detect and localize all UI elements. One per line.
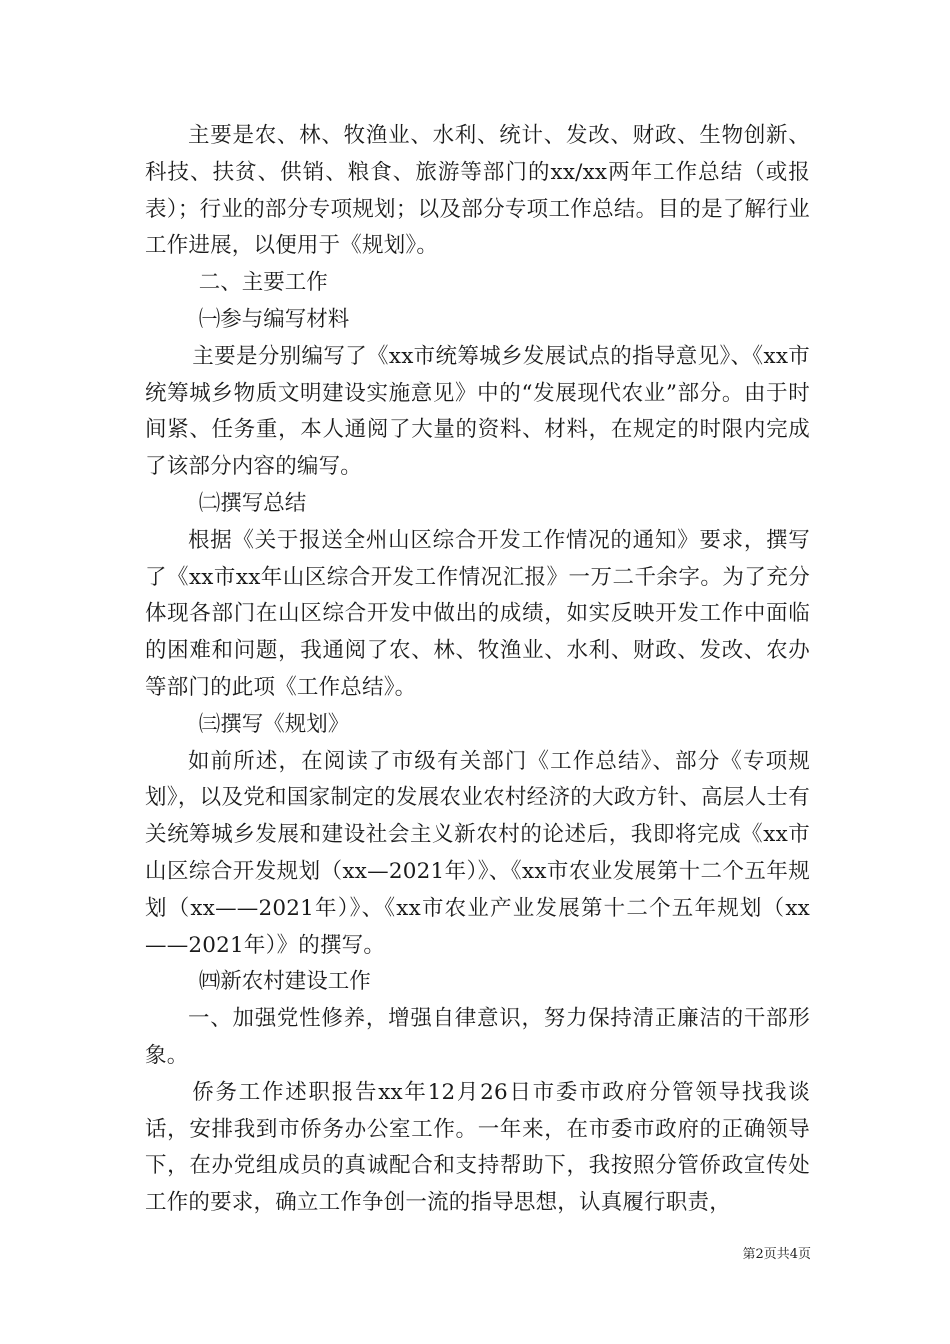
subheading-writing-plan: ㈢撰写《规划》: [198, 711, 350, 737]
paragraph-writing-summary: 根据《关于报送全州山区综合开发工作情况的通知》要求，撰写了《xx市xx年山区综合开发工作情况汇报》一万二千余字。为了充分体现各部门在山区综合开发中做出的成绩，如实反映开发工作中面临的困难和问题，我通阅了农、林、牧渔业、水利、财政、发改、农办等部门的此项《工作总结》。: [145, 527, 810, 700]
document-body: [145, 118, 810, 1222]
page-number-footer: 第2页共4页: [742, 1247, 811, 1262]
paragraph-materials-scope: 主要是农、林、牧渔业、水利、统计、发改、财政、生物创新、科技、扶贫、供销、粮食、旅游等部门的xx/xx两年工作总结（或报表）；行业的部分专项规划；以及部分专项工作总结。目的是了解行业工作进展，以便用于《规划》。: [145, 123, 810, 259]
subheading-writing-summary: ㈡撰写总结: [198, 490, 307, 516]
section-heading-main-work: 二、主要工作: [198, 270, 328, 296]
paragraph-writing-materials: 主要是分别编写了《xx市统筹城乡发展试点的指导意见》、《xx市统筹城乡物质文明建设实施意见》中的“发展现代农业”部分。由于时间紧、任务重，本人通阅了大量的资料、材料，在规定的时限内完成了该部分内容的编写。: [145, 343, 810, 480]
subheading-writing-materials: ㈠参与编写材料: [198, 306, 350, 332]
paragraph-overseas-affairs-report: 侨务工作述职报告xx年12月26日市委市政府分管领导找我谈话，安排我到市侨务办公室工作。一年来，在市委市政府的正确领导下，在办党组成员的真诚配合和支持帮助下，我按照分管侨政宣传处工作的要求，确立工作争创一流的指导思想，认真履行职责，: [145, 1079, 810, 1216]
paragraph-writing-plan: 如前所述，在阅读了市级有关部门《工作总结》、部分《专项规划》，以及党和国家制定的发展农业农村经济的大政方针、高层人士有关统筹城乡发展和建设社会主义新农村的论述后，我即将完成《xx市山区综合开发规划（xx—2021年）》、《xx市农业发展第十二个五年规划（xx——2021年）》、《xx市农业产业发展第十二个五年规划（xx——2021年）》的撰写。: [145, 748, 810, 958]
paragraph-party-discipline: 一、加强党性修养，增强自律意识，努力保持清正廉洁的干部形象。: [145, 1006, 810, 1068]
subheading-new-countryside: ㈣新农村建设工作: [198, 969, 371, 995]
